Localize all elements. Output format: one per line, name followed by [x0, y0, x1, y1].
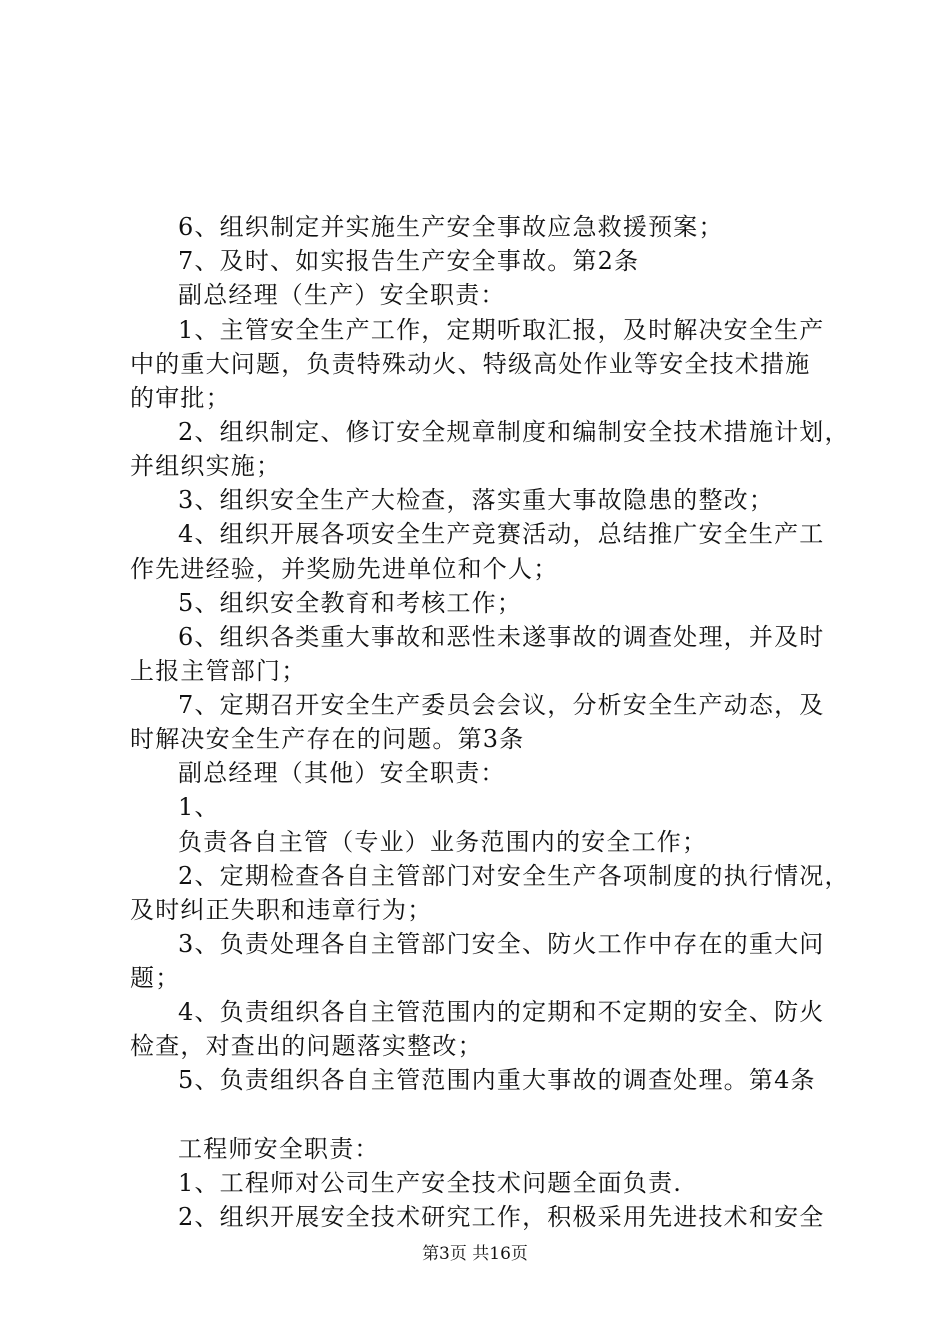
- page-footer: 第3页 共16页: [422, 1244, 528, 1264]
- text-line: 2、组织制定、修订安全规章制度和编制安全技术措施计划，: [178, 418, 850, 446]
- text-line: 2、定期检查各自主管部门对安全生产各项制度的执行情况，: [178, 862, 850, 890]
- text-line: 中的重大问题，负责特殊动火、特级高处作业等安全技术措施: [130, 350, 811, 378]
- text-line: 6、组织制定并实施生产安全事故应急救援预案；: [178, 213, 724, 241]
- text-line: 时解决安全生产存在的问题。第3条: [130, 725, 525, 753]
- text-line: 4、组织开展各项安全生产竞赛活动，总结推广安全生产工: [178, 520, 825, 548]
- text-line: 及时纠正失职和违章行为；: [130, 896, 433, 924]
- section-heading: 副总经理（其他）安全职责：: [178, 759, 506, 787]
- text-line: 并组织实施；: [130, 452, 282, 480]
- text-line: 4、负责组织各自主管范围内的定期和不定期的安全、防火: [178, 998, 825, 1026]
- text-line: 7、定期召开安全生产委员会会议，分析安全生产动态，及: [178, 691, 825, 719]
- text-line: 负责各自主管（专业）业务范围内的安全工作；: [178, 828, 708, 856]
- text-line: 5、组织安全教育和考核工作；: [178, 589, 523, 617]
- text-line: 题；: [130, 964, 181, 992]
- text-line: 7、及时、如实报告生产安全事故。第2条: [178, 247, 640, 275]
- text-line: 的审批；: [130, 384, 231, 412]
- text-line: 1、主管安全生产工作，定期听取汇报，及时解决安全生产: [178, 316, 825, 344]
- text-line: 5、负责组织各自主管范围内重大事故的调查处理。第4条: [178, 1066, 816, 1094]
- text-line: 2、组织开展安全技术研究工作，积极采用先进技术和安全: [178, 1203, 825, 1231]
- text-line: 3、组织安全生产大检查，落实重大事故隐患的整改；: [178, 486, 775, 514]
- text-line: 1、工程师对公司生产安全技术问题全面负责.: [178, 1169, 683, 1197]
- text-line: 1、: [178, 793, 220, 821]
- text-line: 6、组织各类重大事故和恶性未遂事故的调查处理，并及时: [178, 623, 825, 651]
- text-line: 作先进经验，并奖励先进单位和个人；: [130, 555, 559, 583]
- section-heading: 副总经理（生产）安全职责：: [178, 281, 506, 309]
- text-line: 3、负责处理各自主管部门安全、防火工作中存在的重大问: [178, 930, 825, 958]
- text-line: 上报主管部门；: [130, 657, 307, 685]
- text-line: 检查，对查出的问题落实整改；: [130, 1032, 483, 1060]
- section-heading: 工程师安全职责：: [178, 1135, 380, 1163]
